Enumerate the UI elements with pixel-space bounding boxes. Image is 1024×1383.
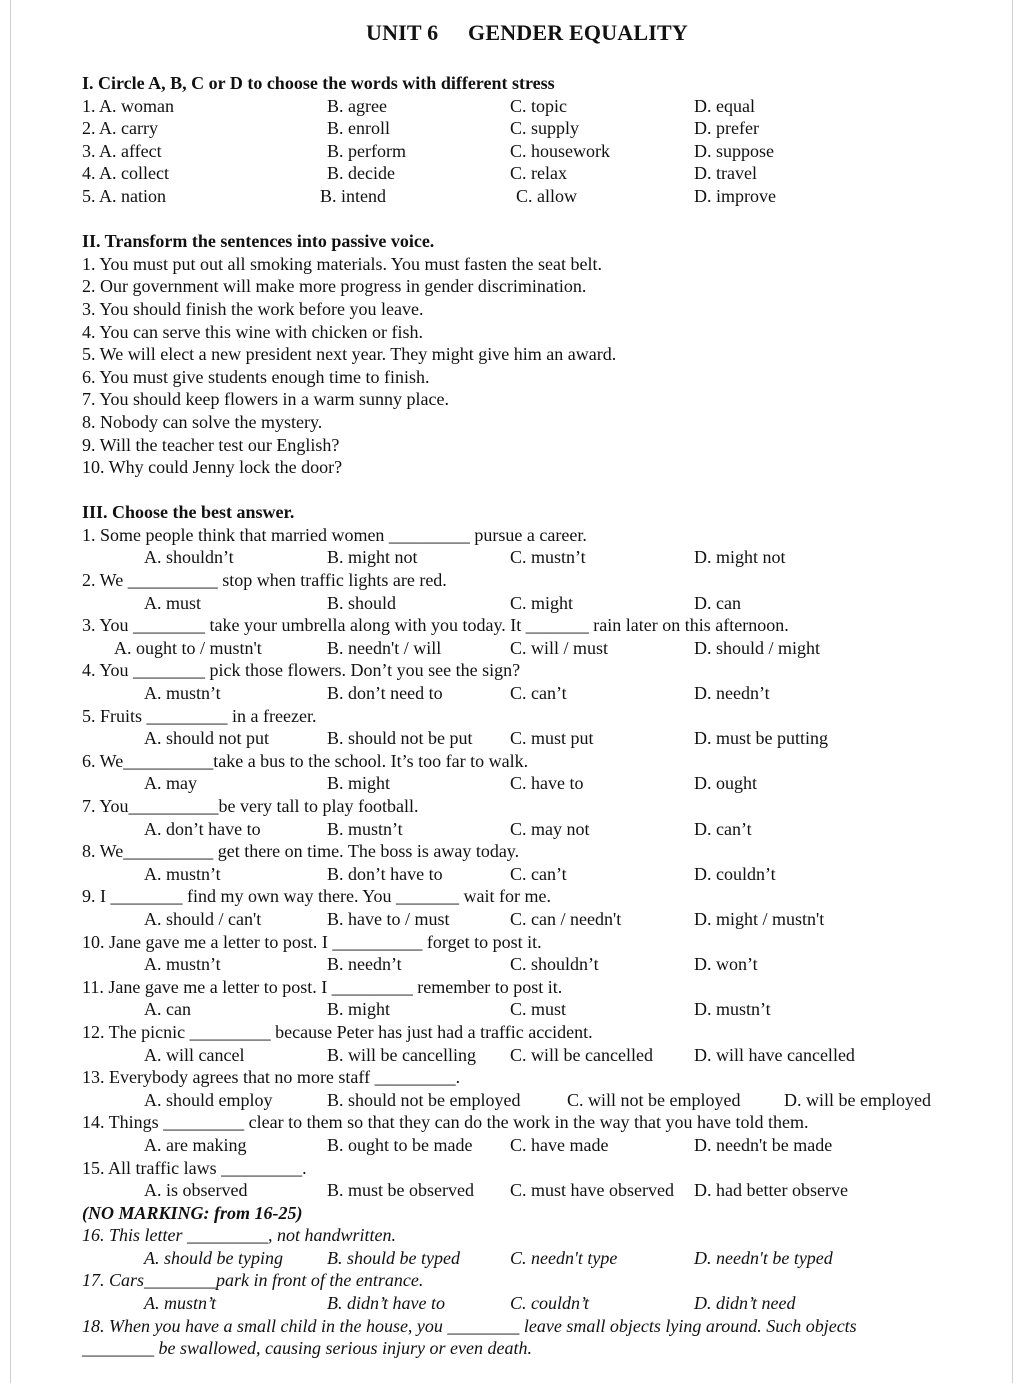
answer-option-b: B. should: [327, 592, 397, 613]
answer-options-row: [82, 727, 982, 750]
answer-option-b: B. should not be employed: [327, 1089, 521, 1110]
unit-topic: GENDER EQUALITY: [468, 20, 688, 45]
passive-item: 7. You should keep flowers in a warm sunny place.: [82, 389, 449, 410]
option-b: B. decide: [327, 163, 395, 184]
passive-item: 1. You must put out all smoking materials. You must fasten the seat belt.: [82, 253, 602, 274]
answer-option-d: D. needn't be typed: [694, 1247, 833, 1268]
answer-option-d: D. should / might: [694, 637, 821, 658]
answer-option-d: D. won’t: [694, 954, 758, 975]
answer-option-a: A. mustn’t: [144, 863, 221, 884]
answer-option-b: B. needn't / will: [327, 637, 442, 658]
passive-item: 10. Why could Jenny lock the door?: [82, 457, 343, 478]
answer-option-d: D. couldn’t: [694, 863, 776, 884]
answer-option-d: D. will be employed: [784, 1089, 931, 1110]
question-text: 11. Jane gave me a letter to post. I _________ remember to post it.: [82, 976, 563, 997]
answer-option-b: B. must be observed: [327, 1180, 474, 1201]
answer-option-c: C. shouldn’t: [510, 954, 599, 975]
option-d: D. suppose: [694, 140, 774, 161]
option-d: D. prefer: [694, 118, 759, 139]
question-18-line-2: ________ be swallowed, causing serious injury or even death.: [82, 1338, 532, 1359]
answer-options-row: [82, 1179, 982, 1202]
answer-option-c: C. can / needn't: [510, 908, 622, 929]
answer-option-b: B. might: [327, 773, 391, 794]
answer-option-c: C. may not: [510, 818, 590, 839]
option-c: C. housework: [510, 140, 610, 161]
answer-option-a: A. don’t have to: [144, 818, 261, 839]
option-b: B. agree: [327, 95, 387, 116]
option-b: B. enroll: [327, 118, 390, 139]
question-text: 9. I ________ find my own way there. You _______ wait for me.: [82, 886, 551, 907]
answer-options-row: [82, 818, 982, 841]
answer-option-a: A. should not put: [144, 728, 270, 749]
question-18-line-1: 18. When you have a small child in the house, you ________ leave small objects lying around. Such objects: [82, 1315, 857, 1336]
answer-options-row: [82, 998, 982, 1021]
answer-option-d: D. had better observe: [694, 1180, 848, 1201]
answer-option-d: D. mustn’t: [694, 999, 771, 1020]
answer-option-d: D. might / mustn't: [694, 908, 825, 929]
answer-options-row: [82, 1247, 982, 1270]
worksheet-content: [82, 72, 982, 1360]
section-2-items: [82, 253, 982, 479]
section-3-heading: III. Choose the best answer.: [82, 502, 295, 523]
answer-option-a: A. are making: [144, 1134, 247, 1155]
answer-option-a: A. mustn’t: [144, 683, 221, 704]
answer-option-c: C. must: [510, 999, 567, 1020]
spacer: [82, 208, 982, 231]
question-text: 5. Fruits _________ in a freezer.: [82, 705, 317, 726]
option-a: 2. A. carry: [82, 118, 158, 139]
passive-item: 6. You must give students enough time to finish.: [82, 366, 430, 387]
answer-options-row: [82, 592, 982, 615]
answer-option-a: A. ought to / mustn't: [114, 637, 262, 658]
option-c: C. allow: [516, 185, 577, 206]
answer-option-a: A. can: [144, 999, 191, 1020]
option-d: D. equal: [694, 95, 755, 116]
answer-options-row: [82, 637, 982, 660]
passive-item: 3. You should finish the work before you leave.: [82, 298, 424, 319]
answer-option-c: C. will be cancelled: [510, 1044, 653, 1065]
section-1-rows: [82, 95, 982, 208]
stress-question-row: [82, 117, 982, 140]
question-text: 6. We__________take a bus to the school. It’s too far to walk.: [82, 750, 529, 771]
stress-question-row: [82, 162, 982, 185]
answer-option-c: C. might: [510, 592, 574, 613]
answer-options-row: [82, 1089, 982, 1112]
answer-option-d: D. must be putting: [694, 728, 828, 749]
passive-item: 8. Nobody can solve the mystery.: [82, 411, 323, 432]
question-text: 4. You ________ pick those flowers. Don’t you see the sign?: [82, 660, 521, 681]
answer-options-row: [82, 953, 982, 976]
question-text: 15. All traffic laws _________.: [82, 1157, 307, 1178]
answer-option-c: C. have made: [510, 1134, 609, 1155]
question-text: 16. This letter _________, not handwritten.: [82, 1225, 397, 1246]
page-title: [0, 20, 1024, 46]
answer-option-c: C. must put: [510, 728, 594, 749]
answer-option-d: D. can’t: [694, 818, 752, 839]
answer-options-row: [82, 546, 982, 569]
answer-option-c: C. couldn’t: [510, 1293, 589, 1314]
answer-option-a: A. shouldn’t: [144, 547, 234, 568]
option-a: 1. A. woman: [82, 95, 174, 116]
answer-options-row: [82, 863, 982, 886]
answer-option-d: D. didn’t need: [694, 1293, 796, 1314]
answer-option-a: A. will cancel: [144, 1044, 245, 1065]
answer-options-row: [82, 1134, 982, 1157]
answer-option-b: B. ought to be made: [327, 1134, 473, 1155]
answer-option-d: D. might not: [694, 547, 786, 568]
section-2-heading: II. Transform the sentences into passive voice.: [82, 231, 435, 252]
question-text: 13. Everybody agrees that no more staff _________.: [82, 1067, 461, 1088]
answer-options-row: [82, 682, 982, 705]
answer-option-b: B. should be typed: [327, 1247, 460, 1268]
answer-option-b: B. have to / must: [327, 908, 450, 929]
answer-option-b: B. mustn’t: [327, 818, 403, 839]
answer-option-b: B. might: [327, 999, 391, 1020]
option-a: 5. A. nation: [82, 185, 166, 206]
answer-option-d: D. will have cancelled: [694, 1044, 855, 1065]
question-text: 14. Things _________ clear to them so that they can do the work in the way that you have told them.: [82, 1112, 809, 1133]
option-d: D. improve: [694, 185, 776, 206]
passive-item: 2. Our government will make more progress in gender discrimination.: [82, 276, 587, 297]
section-3-questions: [82, 524, 982, 1202]
question-text: 1. Some people think that married women _________ pursue a career.: [82, 524, 587, 545]
answer-option-b: B. don’t have to: [327, 863, 443, 884]
answer-option-c: C. can’t: [510, 683, 567, 704]
question-text: 12. The picnic _________ because Peter has just had a traffic accident.: [82, 1021, 593, 1042]
answer-option-b: B. will be cancelling: [327, 1044, 476, 1065]
answer-options-row: [82, 1292, 982, 1315]
question-text: 10. Jane gave me a letter to post. I __________ forget to post it.: [82, 931, 542, 952]
option-c: C. relax: [510, 163, 567, 184]
passive-item: 4. You can serve this wine with chicken or fish.: [82, 321, 423, 342]
option-c: C. supply: [510, 118, 580, 139]
answer-option-a: A. mustn’t: [144, 954, 221, 975]
option-c: C. topic: [510, 95, 567, 116]
stress-question-row: [82, 185, 982, 208]
answer-option-b: B. might not: [327, 547, 418, 568]
passive-item: 9. Will the teacher test our English?: [82, 434, 340, 455]
question-text: 3. You ________ take your umbrella along with you today. It _______ rain later on this afternoon.: [82, 615, 789, 636]
option-d: D. travel: [694, 163, 757, 184]
question-text: 7. You__________be very tall to play football.: [82, 796, 419, 816]
answer-option-c: C. mustn’t: [510, 547, 586, 568]
answer-options-row: [82, 908, 982, 931]
answer-option-c: C. will not be employed: [567, 1089, 741, 1110]
no-marking-note: (NO MARKING: from 16-25): [82, 1202, 303, 1223]
answer-option-c: C. must have observed: [510, 1180, 674, 1201]
unit-label: UNIT 6: [365, 20, 439, 45]
answer-option-c: C. have to: [510, 773, 584, 794]
answer-option-c: C. will / must: [510, 637, 609, 658]
option-a: 4. A. collect: [82, 163, 169, 184]
answer-option-a: A. is observed: [144, 1180, 248, 1201]
answer-option-b: B. didn’t have to: [327, 1293, 445, 1314]
answer-options-row: [82, 1044, 982, 1067]
passive-item: 5. We will elect a new president next year. They might give him an award.: [82, 344, 617, 365]
section-3-italic-questions: [82, 1224, 982, 1314]
spacer: [82, 479, 982, 502]
answer-option-d: D. needn’t: [694, 683, 770, 704]
answer-option-d: D. needn't be made: [694, 1134, 833, 1155]
answer-option-d: D. can: [694, 592, 741, 613]
stress-question-row: [82, 140, 982, 163]
answer-option-a: A. should be typing: [144, 1247, 283, 1268]
option-b: B. intend: [320, 185, 386, 206]
answer-option-a: A. must: [144, 592, 202, 613]
option-b: B. perform: [327, 140, 406, 161]
answer-option-a: A. may: [144, 773, 197, 794]
answer-option-c: C. can’t: [510, 863, 567, 884]
answer-option-b: B. needn’t: [327, 954, 402, 975]
question-text: 8. We__________ get there on time. The boss is away today.: [82, 841, 520, 862]
answer-option-c: C. needn't type: [510, 1247, 618, 1268]
answer-option-b: B. don’t need to: [327, 683, 443, 704]
section-1-heading: I. Circle A, B, C or D to choose the words with different stress: [82, 73, 555, 93]
question-text: 2. We __________ stop when traffic lights are red.: [82, 570, 447, 591]
answer-option-a: A. should / can't: [144, 908, 262, 929]
answer-option-a: A. should employ: [144, 1089, 273, 1110]
question-text: 17. Cars________park in front of the entrance.: [82, 1270, 424, 1291]
answer-option-d: D. ought: [694, 773, 757, 794]
answer-option-a: A. mustn’t: [144, 1293, 216, 1314]
answer-options-row: [82, 772, 982, 795]
answer-option-b: B. should not be put: [327, 728, 473, 749]
stress-question-row: [82, 95, 982, 118]
option-a: 3. A. affect: [82, 140, 162, 161]
